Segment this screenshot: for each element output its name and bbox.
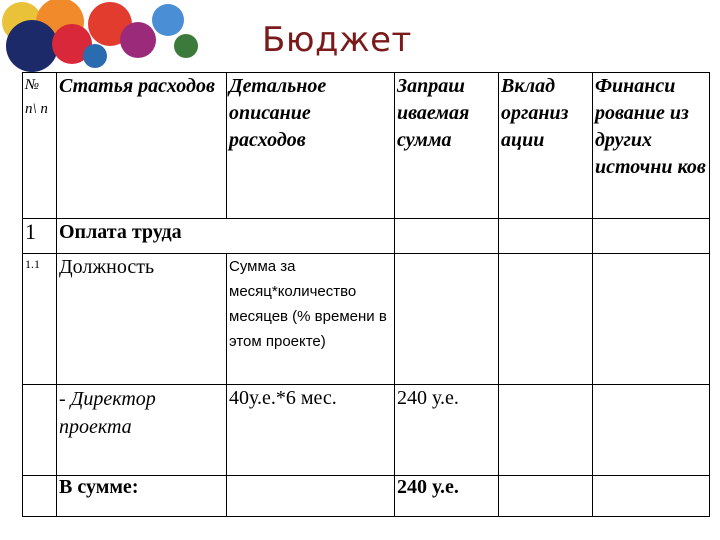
table-row-section — [23, 219, 710, 254]
total-contribution — [499, 476, 593, 517]
purple-circle — [120, 22, 156, 58]
position-description: Сумма за месяц*количество месяцев (% времени в этом проекте) — [227, 254, 395, 385]
total-description — [227, 476, 395, 517]
position-num: 1.1 — [23, 254, 57, 385]
section-num: 1 — [23, 219, 57, 254]
table-header-row — [23, 73, 710, 219]
header-other-sources: Финанси рование из других источни ков — [593, 73, 710, 219]
header-requested: Запраш иваемая сумма — [395, 73, 499, 219]
decorative-circles-logo — [0, 0, 200, 75]
director-num — [23, 385, 57, 476]
section-other — [593, 219, 710, 254]
section-item: Оплата труда — [57, 219, 395, 254]
header-contribution: Вклад организ ации — [499, 73, 593, 219]
total-item: В сумме: — [57, 476, 227, 517]
total-other — [593, 476, 710, 517]
header-num: № п\ п — [23, 73, 57, 219]
table-row-total — [23, 476, 710, 517]
navy-circle — [6, 20, 58, 72]
table-row-director — [23, 385, 710, 476]
total-num — [23, 476, 57, 517]
blue-circle-2 — [83, 44, 107, 68]
director-other — [593, 385, 710, 476]
position-other — [593, 254, 710, 385]
section-requested — [395, 219, 499, 254]
header-item: Статья расходов — [57, 73, 227, 219]
table-row-position — [23, 254, 710, 385]
position-item: Должность — [57, 254, 227, 385]
green-circle — [174, 34, 198, 58]
position-contribution — [499, 254, 593, 385]
page-title: Бюджет — [262, 20, 412, 60]
director-contribution — [499, 385, 593, 476]
director-description: 40у.е.*6 мес. — [227, 385, 395, 476]
position-requested — [395, 254, 499, 385]
header-description: Детальное описание расходов — [227, 73, 395, 219]
total-requested: 240 у.е. — [395, 476, 499, 517]
director-item: - Директор проекта — [57, 385, 227, 476]
section-contribution — [499, 219, 593, 254]
director-requested: 240 у.е. — [395, 385, 499, 476]
budget-table — [22, 72, 710, 517]
blue-circle — [152, 4, 184, 36]
